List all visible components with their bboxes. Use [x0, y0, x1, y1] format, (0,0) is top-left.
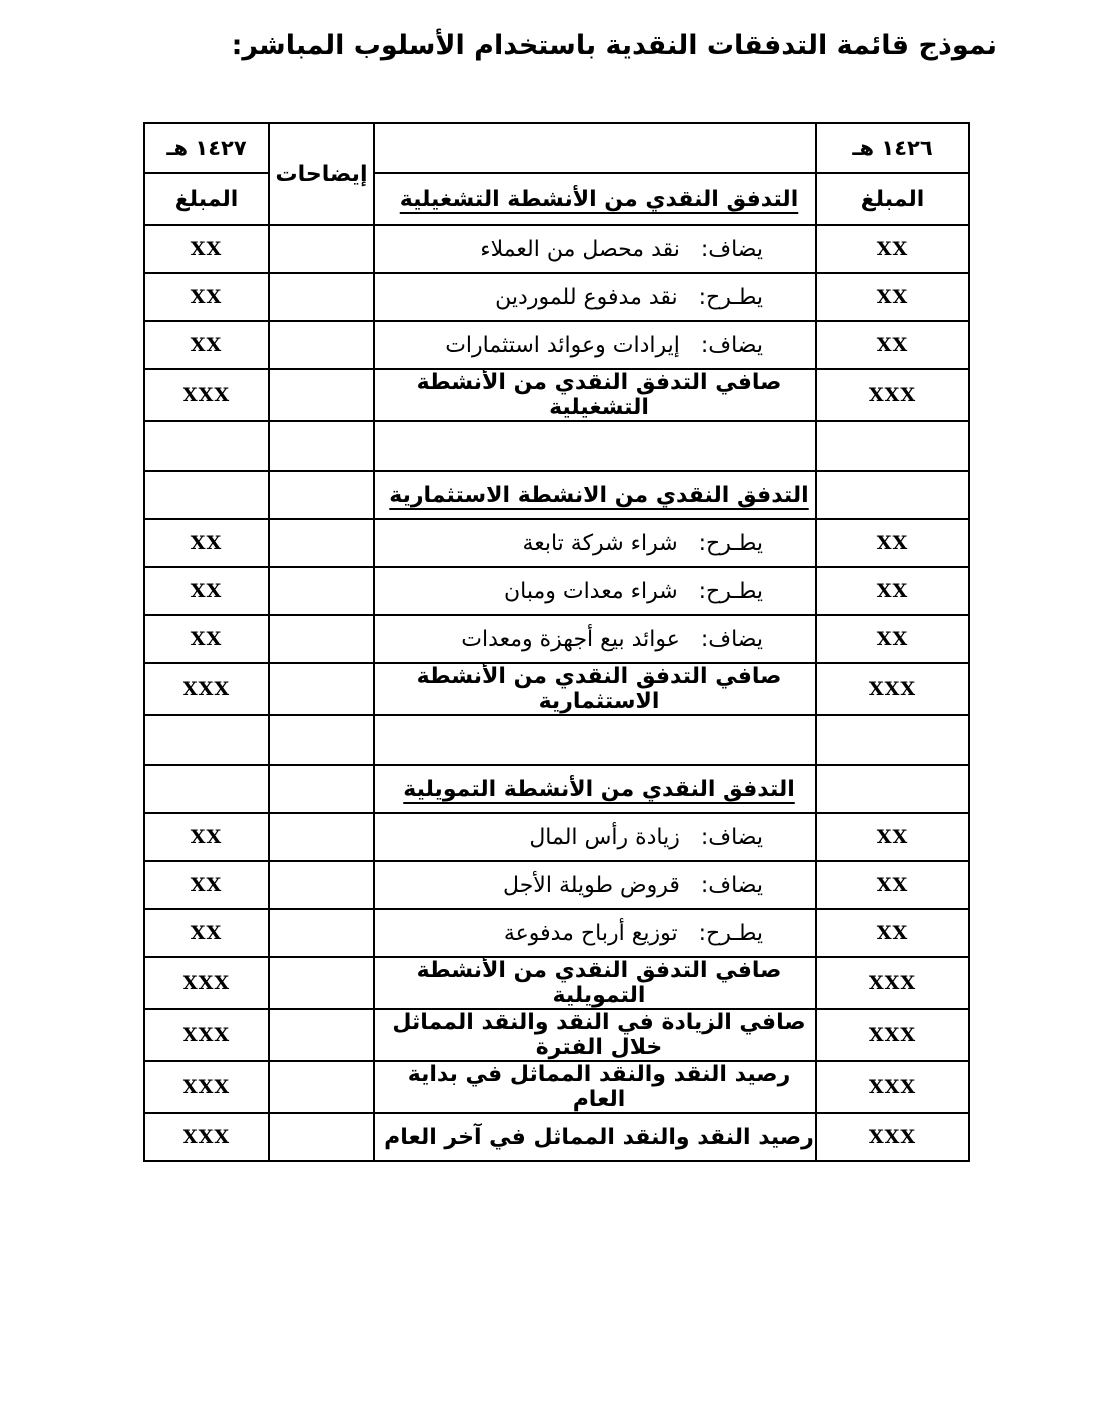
notes-cell [269, 765, 374, 813]
table-row [144, 663, 969, 715]
table-row [144, 813, 969, 861]
description-cell [374, 715, 816, 765]
table-row [144, 1061, 969, 1113]
description-cell: التدفق النقدي من الأنشطة التمويلية [374, 765, 816, 813]
notes-column-header: إيضاحات [269, 123, 374, 225]
description-cell: رصيد النقد والنقد المماثل في بداية العام [374, 1061, 816, 1113]
notes-cell [269, 519, 374, 567]
amount-1427-cell: XX [144, 909, 269, 957]
amount-1427-cell [144, 421, 269, 471]
amount-1426-cell [816, 471, 969, 519]
table-row [144, 519, 969, 567]
table-row [144, 765, 969, 813]
notes-cell [269, 715, 374, 765]
amount-1426-cell: XX [816, 225, 969, 273]
amount-1427-cell [144, 765, 269, 813]
section-operating-title: التدفق النقدي من الأنشطة التشغيلية [374, 173, 816, 225]
description-cell: يضاف: نقد محصل من العملاء [374, 225, 816, 273]
notes-cell [269, 813, 374, 861]
amount-1426-cell [816, 715, 969, 765]
amount-1427-cell: XX [144, 813, 269, 861]
amount-1426-cell: XX [816, 519, 969, 567]
table-row [144, 909, 969, 957]
notes-cell [269, 225, 374, 273]
notes-cell [269, 615, 374, 663]
amount-1426-cell [816, 421, 969, 471]
cash-flow-table [143, 122, 970, 1162]
year-1426-header: ١٤٢٦ هـ [816, 123, 969, 173]
notes-cell [269, 273, 374, 321]
amount-1426-cell: XXX [816, 957, 969, 1009]
amount-1426-cell: XX [816, 813, 969, 861]
notes-cell [269, 1009, 374, 1061]
description-cell: يضاف: زيادة رأس المال [374, 813, 816, 861]
amount-1427-cell: XX [144, 567, 269, 615]
amount-1426-cell: XXX [816, 663, 969, 715]
description-cell: صافي التدفق النقدي من الأنشطة الاستثمارية [374, 663, 816, 715]
table-row [144, 957, 969, 1009]
notes-cell [269, 1061, 374, 1113]
table-row [144, 861, 969, 909]
table-row [144, 1009, 969, 1061]
description-cell: يضاف: إيرادات وعوائد استثمارات [374, 321, 816, 369]
notes-cell [269, 567, 374, 615]
notes-cell [269, 909, 374, 957]
amount-1427-cell: XXX [144, 369, 269, 421]
amount-1426-cell: XX [816, 861, 969, 909]
amount-1427-cell: XXX [144, 663, 269, 715]
amount-1426-cell: XX [816, 273, 969, 321]
description-cell: يضاف: عوائد بيع أجهزة ومعدات [374, 615, 816, 663]
description-cell: رصيد النقد والنقد المماثل في آخر العام [374, 1113, 816, 1161]
amount-1427-cell: XXX [144, 1113, 269, 1161]
amount-1427-cell: XXX [144, 1061, 269, 1113]
table-row [144, 567, 969, 615]
notes-cell [269, 471, 374, 519]
amount-1426-cell [816, 765, 969, 813]
table-row [144, 369, 969, 421]
description-cell [374, 421, 816, 471]
description-cell: يضاف: قروض طويلة الأجل [374, 861, 816, 909]
amount-1426-cell: XXX [816, 1061, 969, 1113]
page-title: نموذج قائمة التدفقات النقدية باستخدام الأسلوب المباشر: [231, 30, 997, 61]
amount-1427-cell: XX [144, 861, 269, 909]
year-1427-header: ١٤٢٧ هـ [144, 123, 269, 173]
amount-1426-cell: XXX [816, 369, 969, 421]
table-row-amount-headers [144, 173, 969, 225]
notes-cell [269, 1113, 374, 1161]
description-cell: يطـرح: شراء معدات ومبان [374, 567, 816, 615]
amount-1426-cell: XXX [816, 1009, 969, 1061]
amount-1426-cell: XXX [816, 1113, 969, 1161]
table-row [144, 225, 969, 273]
amount-1426-cell: XX [816, 615, 969, 663]
amount-1426-cell: XX [816, 567, 969, 615]
notes-cell [269, 663, 374, 715]
amount-1427-cell: XX [144, 519, 269, 567]
description-cell: صافي الزيادة في النقد والنقد المماثل خلال الفترة [374, 1009, 816, 1061]
amount-1427-cell: XX [144, 273, 269, 321]
amount-1427-cell: XX [144, 225, 269, 273]
table-row [144, 421, 969, 471]
amount-1426-cell: XX [816, 909, 969, 957]
table-row-years [144, 123, 969, 173]
description-cell: التدفق النقدي من الانشطة الاستثمارية [374, 471, 816, 519]
amount-1427-cell: XXX [144, 957, 269, 1009]
table-row [144, 321, 969, 369]
amount-header-1426: المبلغ [816, 173, 969, 225]
notes-cell [269, 369, 374, 421]
notes-cell [269, 861, 374, 909]
amount-1427-cell [144, 471, 269, 519]
description-cell: يطـرح: نقد مدفوع للموردين [374, 273, 816, 321]
notes-cell [269, 321, 374, 369]
amount-1427-cell: XXX [144, 1009, 269, 1061]
description-cell: يطـرح: شراء شركة تابعة [374, 519, 816, 567]
table-row [144, 715, 969, 765]
empty-corner-cell [374, 123, 816, 173]
amount-1427-cell: XX [144, 321, 269, 369]
table-row [144, 615, 969, 663]
notes-cell [269, 421, 374, 471]
description-cell: يطـرح: توزيع أرباح مدفوعة [374, 909, 816, 957]
notes-cell [269, 957, 374, 1009]
description-cell: صافي التدفق النقدي من الأنشطة التشغيلية [374, 369, 816, 421]
amount-header-1427: المبلغ [144, 173, 269, 225]
description-cell: صافي التدفق النقدي من الأنشطة التمويلية [374, 957, 816, 1009]
amount-1427-cell: XX [144, 615, 269, 663]
table-row [144, 1113, 969, 1161]
amount-1427-cell [144, 715, 269, 765]
table-row [144, 471, 969, 519]
amount-1426-cell: XX [816, 321, 969, 369]
table-row [144, 273, 969, 321]
